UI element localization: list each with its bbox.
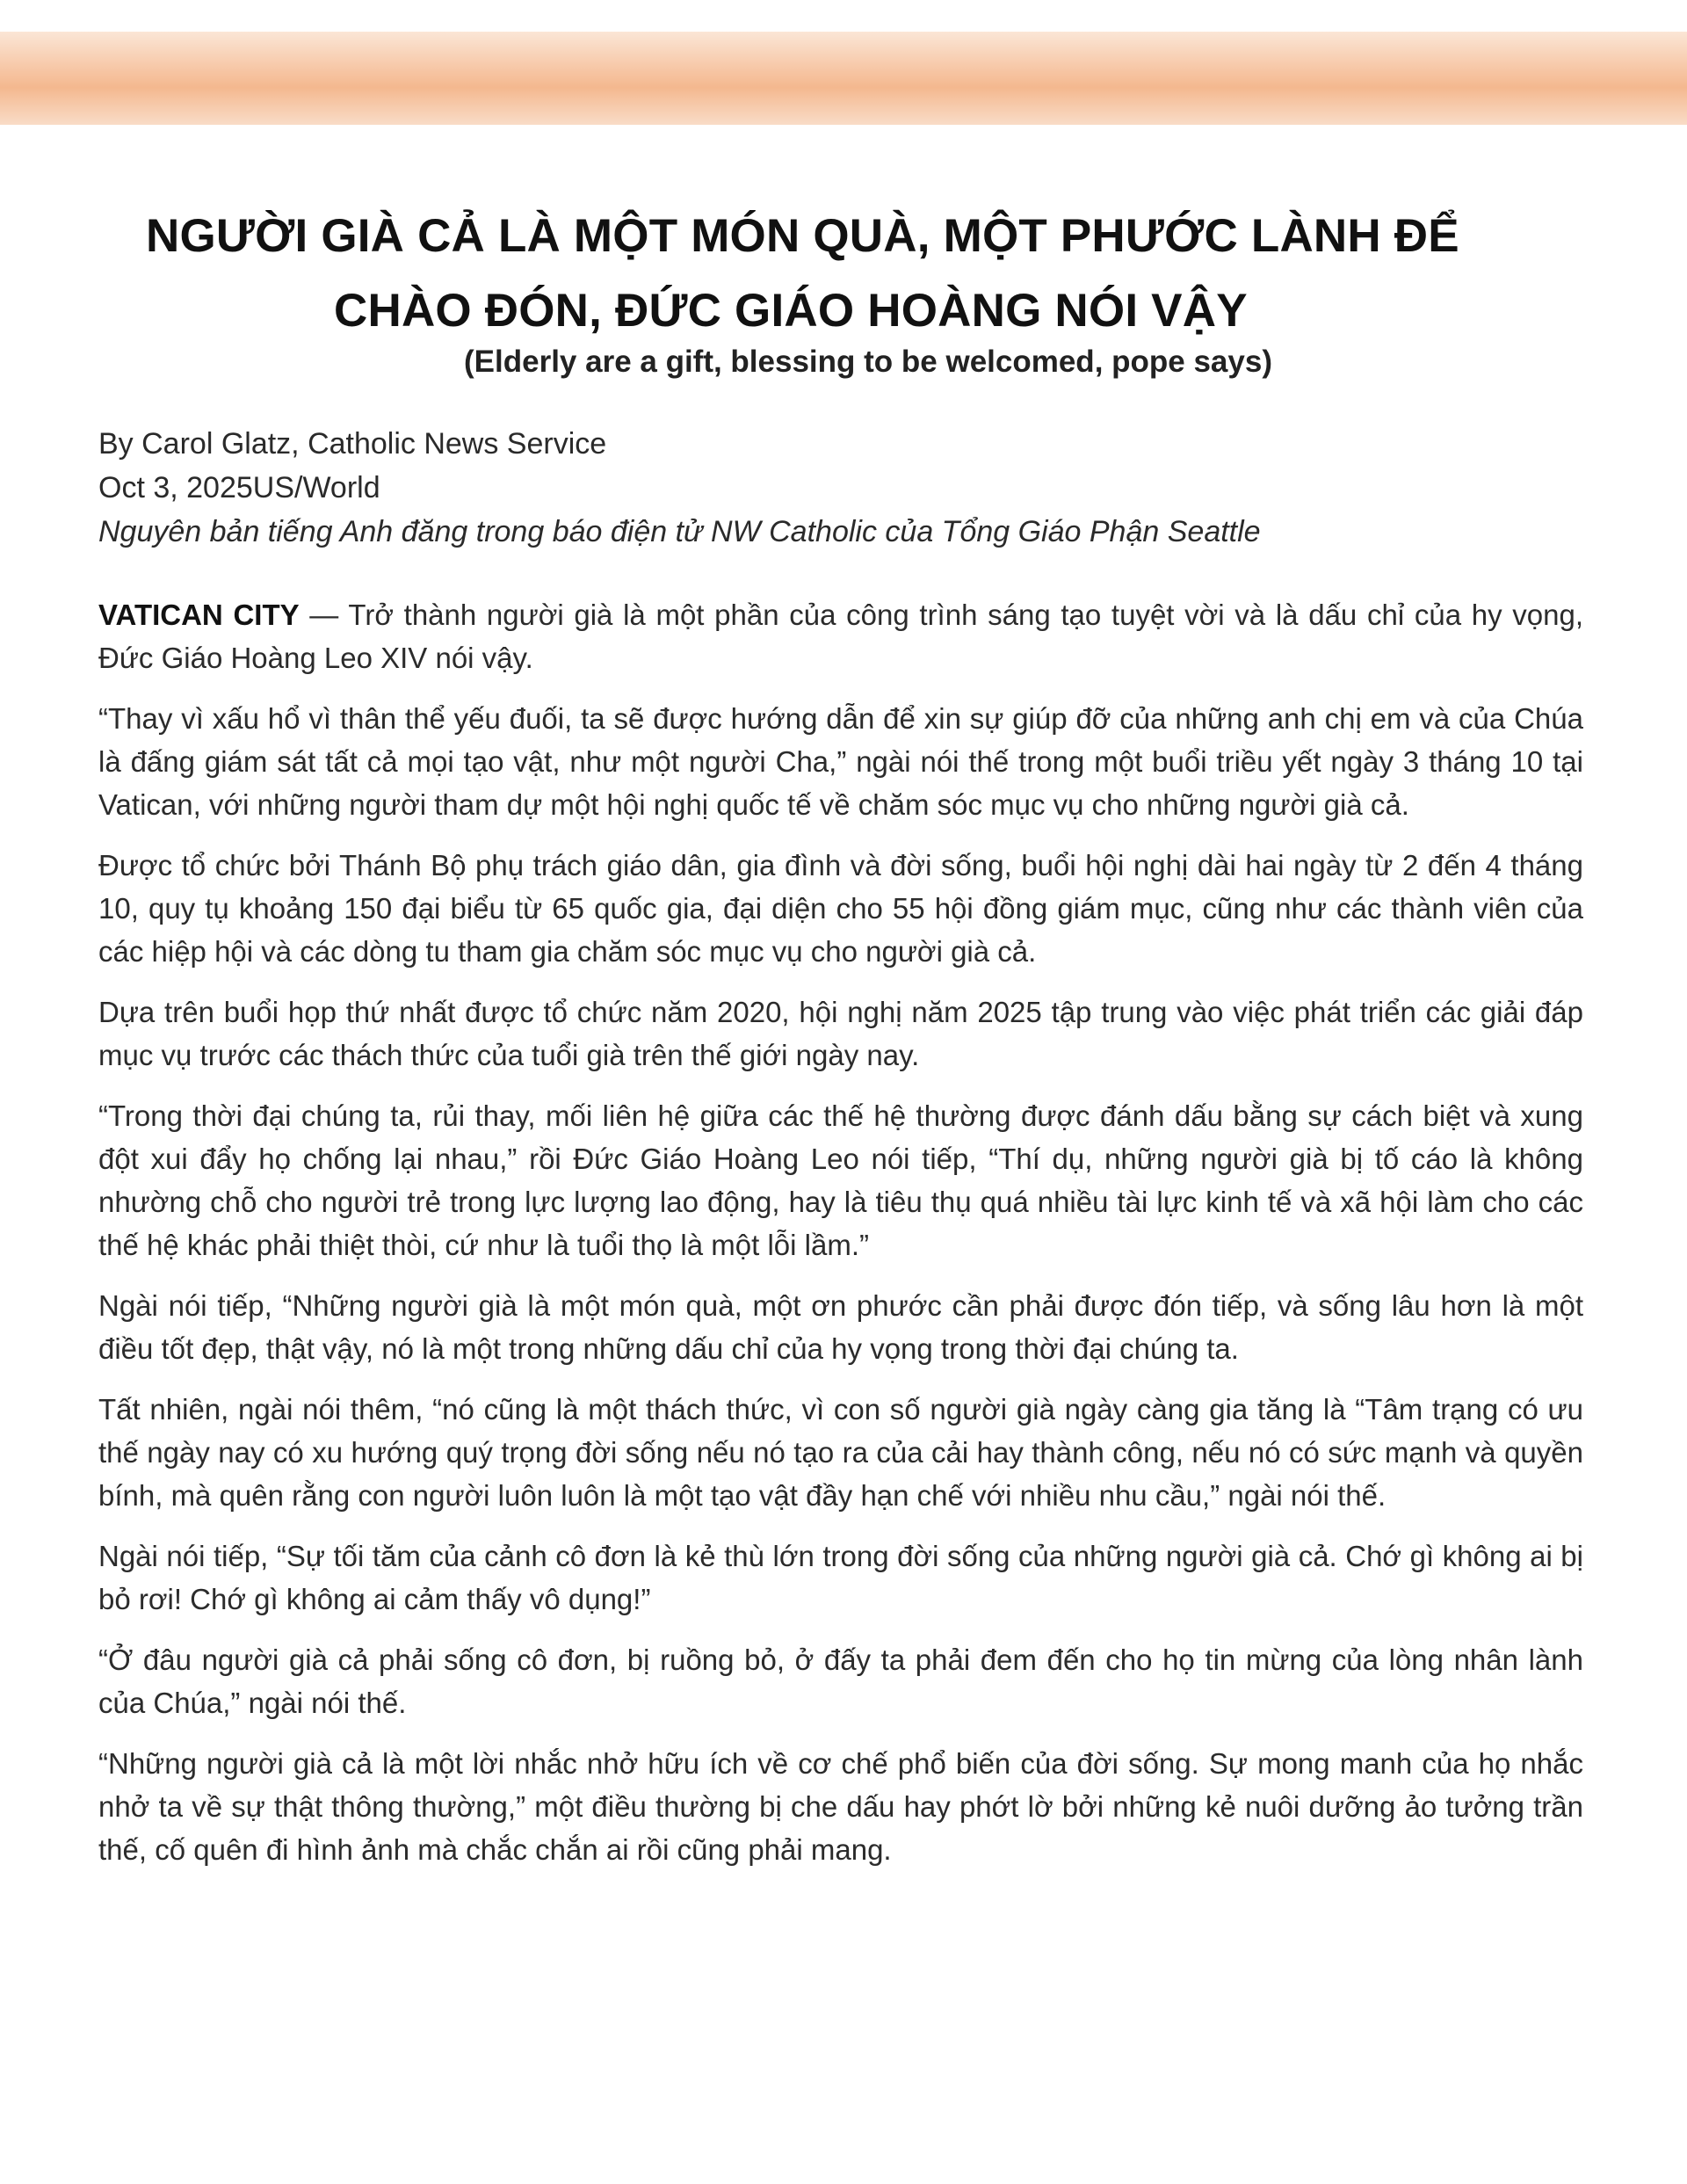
paragraph: “Ở đâu người già cả phải sống cô đơn, bị ruồng bỏ, ở đấy ta phải đem đến cho họ tin mừng của lòng nhân lành của Chúa,” ngài nói thế. (98, 1643, 1583, 1719)
source-note: Nguyên bản tiếng Anh đăng trong báo điện tử NW Catholic của Tổng Giáo Phận Seattle (98, 515, 1261, 548)
intro-text: — Trở thành người già là một phần của công trình sáng tạo tuyệt vời và là dấu chỉ của hy vọng, Đức Giáo Hoàng Leo XIV nói vậy. (98, 599, 1583, 674)
article-meta (98, 422, 1261, 554)
paragraph: Tất nhiên, ngài nói thêm, “nó cũng là một thách thức, vì con số người già ngày càng gia tăng là “Tâm trạng có ưu thế ngày nay có xu hướng quý trọng đời sống nếu nó tạo ra của cải hay thành công, nếu nó có sức mạnh và quyền bính, mà quên rằng con người luôn luôn là một tạo vật đầy hạn chế với nhiều nhu cầu,” ngài nói thế. (98, 1393, 1583, 1512)
dateline: VATICAN CITY (98, 599, 300, 631)
article-body (98, 593, 1583, 1889)
paragraph: “Những người già cả là một lời nhắc nhở hữu ích về cơ chế phổ biến của đời sống. Sự mong manh của họ nhắc nhở ta về sự thật thông thường,” một điều thường bị che dấu hay phớt lờ bởi những kẻ nuôi dưỡng ảo tưởng trần thế, cố quên đi hình ảnh mà chắc chắn ai rồi cũng phải mang. (98, 1747, 1583, 1866)
title-line-1: NGƯỜI GIÀ CẢ LÀ MỘT MÓN QUÀ, MỘT PHƯỚC LÀNH ĐỂ (146, 210, 1459, 262)
article-subtitle: (Elderly are a gift, blessing to be welcomed, pope says) (464, 345, 1272, 379)
paragraph: “Trong thời đại chúng ta, rủi thay, mối liên hệ giữa các thế hệ thường được đánh dấu bằng sự cách biệt và xung đột xui đẩy họ chống lại nhau,” rồi Đức Giáo Hoàng Leo nói tiếp, “Thí dụ, những người già bị tố cáo là không nhường chỗ cho người trẻ trong lực lượng lao động, hay là tiêu thụ quá nhiều tài lực kinh tế và xã hội làm cho các thế hệ khác phải thiệt thòi, cứ như là tuổi thọ là một lỗi lầm.” (98, 1099, 1583, 1261)
paragraph: Dựa trên buổi họp thứ nhất được tổ chức năm 2020, hội nghị năm 2025 tập trung vào việc phát triển các giải đáp mục vụ trước các thách thức của tuổi già trên thế giới ngày nay. (98, 996, 1583, 1071)
paragraph-intro (98, 593, 1583, 679)
paragraph: “Thay vì xấu hổ vì thân thể yếu đuối, ta sẽ được hướng dẫn để xin sự giúp đỡ của những anh chị em và của Chúa là đấng giám sát tất cả mọi tạo vật, như một người Cha,” ngài nói thế trong một buổi triều yết ngày 3 tháng 10 tại Vatican, với những người tham dự một hội nghị quốc tế về chăm sóc mục vụ cho những người già cả. (98, 702, 1583, 821)
paragraph: Được tổ chức bởi Thánh Bộ phụ trách giáo dân, gia đình và đời sống, buổi hội nghị dài hai ngày từ 2 đến 4 tháng 10, quy tụ khoảng 150 đại biểu từ 65 quốc gia, đại diện cho 55 hội đồng giám mục, cũng như các thành viên của các hiệp hội và các dòng tu tham gia chăm sóc mục vụ cho người già cả. (98, 849, 1583, 968)
title-line-2: CHÀO ĐÓN, ĐỨC GIÁO HOÀNG NÓI VẬY (334, 285, 1248, 337)
publish-date: Oct 3, 2025US/World (98, 471, 380, 504)
byline: By Carol Glatz, Catholic News Service (98, 427, 607, 461)
header-decorative-band (0, 32, 1687, 125)
article-title (0, 199, 1687, 348)
paragraph: Ngài nói tiếp, “Những người già là một món quà, một ơn phước cần phải được đón tiếp, và sống lâu hơn là một điều tốt đẹp, thật vậy, nó là một trong những dấu chỉ của hy vọng trong thời đại chúng ta. (98, 1289, 1583, 1365)
paragraph: Ngài nói tiếp, “Sự tối tăm của cảnh cô đơn là kẻ thù lớn trong đời sống của những người già cả. Chớ gì không ai bị bỏ rơi! Chớ gì không ai cảm thấy vô dụng!” (98, 1540, 1583, 1615)
